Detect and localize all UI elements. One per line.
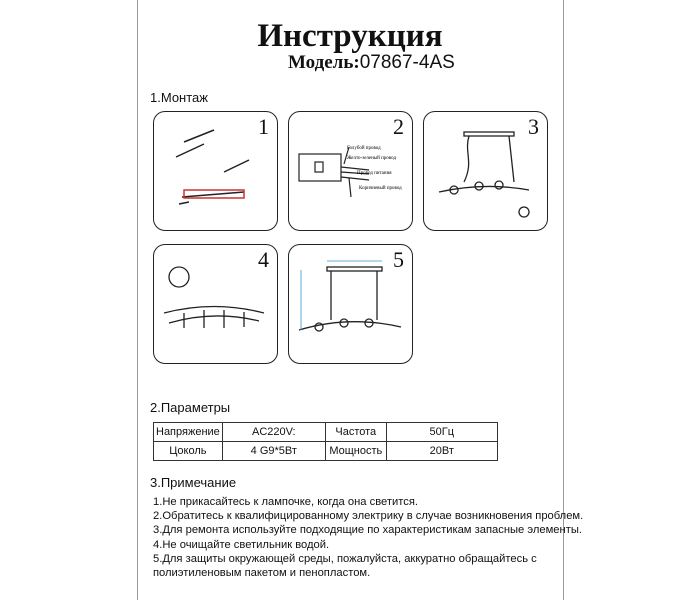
mounting-step-3: 3 [423, 111, 548, 231]
step-3-drawing [424, 112, 547, 230]
note-item: полиэтиленовым пакетом и пенопластом. [153, 567, 371, 580]
notes-list [153, 495, 583, 580]
note-item: 4.Не очищайте светильник водой. [153, 538, 330, 551]
note-item: 2.Обратитесь к квалифицированному электрику в случае возникновения проблем. [153, 510, 584, 523]
mounting-step-1: 1 [153, 111, 278, 231]
step-2-wiring-drawing [289, 112, 412, 230]
svg-text:Коричневый провод: Коричневый провод [359, 186, 402, 191]
model-line: Модель:07867-4AS [288, 52, 455, 73]
parameters-table [153, 422, 498, 461]
section-notes-heading: 3.Примечание [150, 475, 237, 490]
table-row: Напряжение AC220V: Частота 50Гц [154, 423, 498, 442]
table-row: Цоколь 4 G9*5Вт Мощность 20Вт [154, 442, 498, 461]
svg-text:Голубой провод: Голубой провод [347, 146, 381, 151]
section-mounting-heading: 1.Монтаж [150, 90, 208, 105]
step-5-drawing [289, 245, 412, 363]
mounting-step-5: 5 [288, 244, 413, 364]
step-1-drawing [154, 112, 277, 230]
note-item: 5.Для защиты окружающей среды, пожалуйста, аккуратно обращайтесь с [153, 552, 537, 565]
mounting-step-2: 2 Голубой провод Желто-зеленый провод Провод питания Коричневый провод [288, 111, 413, 231]
svg-text:Желто-зеленый провод: Желто-зеленый провод [347, 156, 396, 161]
section-parameters-heading: 2.Параметры [150, 400, 231, 415]
mounting-step-4: 4 [153, 244, 278, 364]
step-4-drawing [154, 245, 277, 363]
page-title: Инструкция [257, 18, 443, 54]
svg-text:Провод питания: Провод питания [357, 171, 392, 176]
note-item: 3.Для ремонта используйте подходящие по характеристикам запасные элементы. [153, 524, 582, 537]
note-item: 1.Не прикасайтесь к лампочке, когда она светится. [153, 496, 419, 508]
